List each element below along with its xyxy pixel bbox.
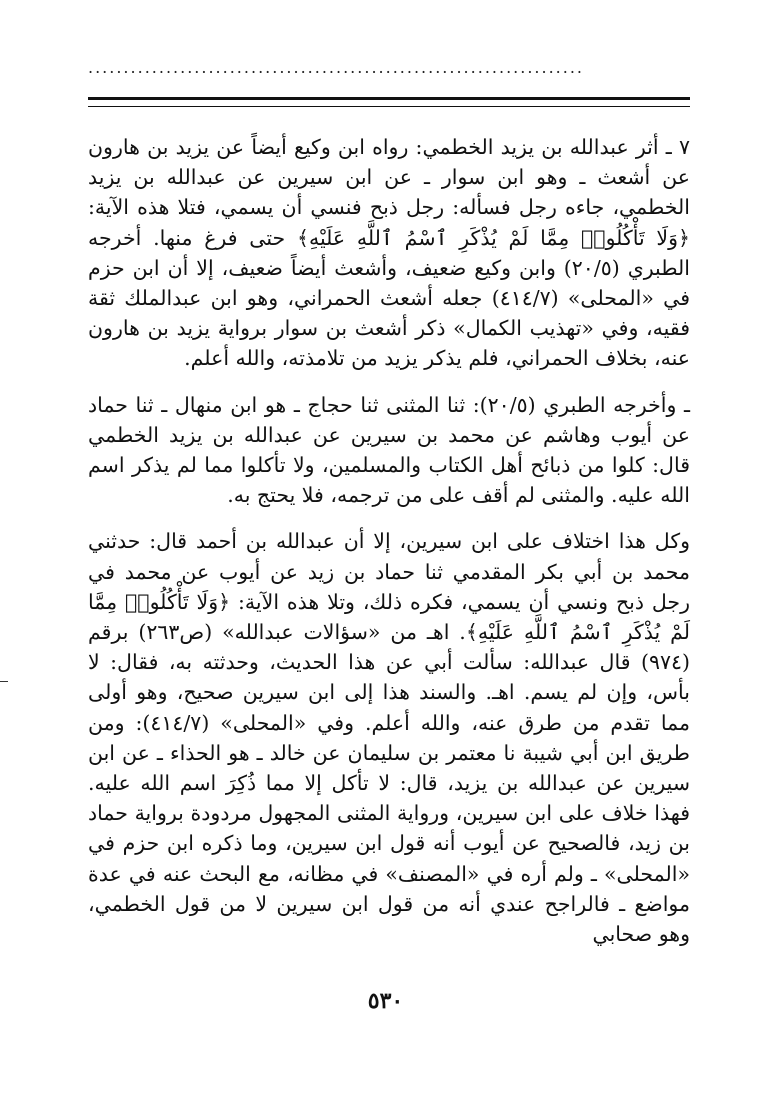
- header-dotted-line: ......................................................................: [88, 58, 585, 77]
- paragraph-ikhtilaf: وكل هذا اختلاف على ابن سيرين، إلا أن عبدالله بن أحمد قال: حدثني محمد بن أبي بكر المقدمي ثنا حماد بن زيد عن أيوب عن محمد في رجل ذبح ونسي أن يسمي، فكره ذلك، وتلا هذه الآية: ﴿وَلَا تَأْكُلُوا۟ مِمَّا لَمْ يُذْكَرِ ٱسْمُ ٱللَّهِ عَلَيْهِ﴾. اهـ من «سؤالات عبدالله» (ص٢٦٣) برقم (٩٧٤) قال عبدالله: سألت أبي عن هذا الحديث، وحدثته به، فقال: لا بأس، وإن لم يسم. اهـ. والسند هذا إلى ابن سيرين صحيح، وهو أولى مما تقدم من طرق عنه، والله أعلم. وفي «المحلى» (٤١٤/٧): ومن طريق ابن أبي شيبة نا معتمر بن سليمان عن خالد ـ هو الحذاء ـ عن ابن سيرين عن عبدالله بن يزيد، قال: لا تأكل إلا مما ذُكِرَ اسم الله عليه. فهذا خلاف على ابن سيرين، ورواية المثنى المجهول مردودة برواية حماد بن زيد، فالصحيح عن أيوب أنه قول ابن سيرين، وما ذكره ابن حزم في «المحلى» ـ ولم أره في «المصنف» في مظانه، مع البحث عنه في عدة مواضع ـ فالراجح عندي أنه من قول ابن سيرين لا من قول الخطمي، وهو صحابي: [88, 529, 690, 947]
- page-number: ٥٣٠: [367, 988, 404, 1014]
- page-body: [88, 132, 690, 949]
- header-rule-thin: [88, 106, 690, 107]
- paragraph-athar-7: ٧ ـ أثر عبدالله بن يزيد الخطمي: رواه ابن وكيع أيضاً عن يزيد بن هارون عن أشعث ـ وهو ابن سوار ـ عن ابن سيرين عن عبدالله بن يزيد الخطمي، جاءه رجل فسأله: رجل ذبح فنسي أن يسمي، فتلا هذه الآية: ﴿وَلَا تَأْكُلُوا۟ مِمَّا لَمْ يُذْكَرِ ٱسْمُ ٱللَّهِ عَلَيْهِ﴾ حتى فرغ منها. أخرجه الطبري (٢٠/٥) وابن وكيع ضعيف، وأشعث أيضاً ضعيف، إلا أن ابن حزم في «المحلى» (٤١٤/٧) جعله أشعث الحمراني، وهو ابن عبدالملك ثقة فقيه، وفي «تهذيب الكمال» ذكر أشعث بن سوار برواية يزيد بن هارون عنه، بخلاف الحمراني، فلم يذكر يزيد من تلامذته، والله أعلم.: [88, 135, 690, 371]
- header-rule-thick: [88, 97, 690, 100]
- margin-mark: [0, 681, 8, 682]
- paragraph-tabari: ـ وأخرجه الطبري (٢٠/٥): ثنا المثنى ثنا حجاج ـ هو ابن منهال ـ ثنا حماد عن أيوب وهاشم عن محمد بن سيرين عن عبدالله بن يزيد الخطمي قال: كلوا من ذبائح أهل الكتاب والمسلمين، ولا تأكلوا مما لم يذكر اسم الله عليه. والمثنى لم أقف على من ترجمه، فلا يحتج به.: [88, 392, 690, 508]
